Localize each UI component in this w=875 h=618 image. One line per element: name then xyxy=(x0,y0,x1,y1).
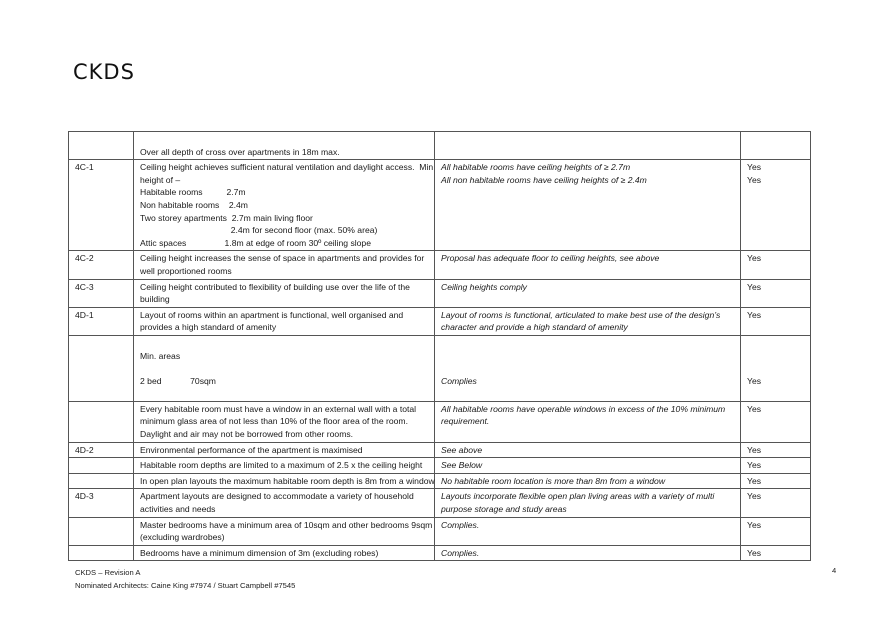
cell-response-line xyxy=(441,337,734,350)
table-row xyxy=(69,279,811,307)
cell-requirement-line: Ceiling height contributed to flexibility of building use over the life of the xyxy=(140,281,410,292)
cell-response xyxy=(435,401,741,442)
cell-requirement-line: Layout of rooms within an apartment is functional, well organised and xyxy=(140,309,404,320)
cell-requirement-line: well proportioned rooms xyxy=(140,265,232,276)
cell-compliance-line: Yes xyxy=(747,547,762,558)
cell-response-line: Layouts incorporate flexible open plan living areas with a variety of multi xyxy=(441,491,715,502)
table-row xyxy=(69,545,811,561)
cell-compliance xyxy=(741,442,811,458)
cell-clause-id xyxy=(69,251,134,279)
cell-clause-id xyxy=(69,442,134,458)
cell-requirement-line xyxy=(140,133,428,146)
cell-requirement xyxy=(134,489,435,517)
cell-requirement-line: Master bedrooms have a minimum area of 10sqm and other bedrooms 9sqm xyxy=(140,519,433,530)
cell-clause-id xyxy=(69,489,134,517)
table-row xyxy=(69,473,811,489)
cell-requirement xyxy=(134,458,435,474)
compliance-table-body xyxy=(69,132,811,561)
cell-requirement-line: 2 bed 70sqm xyxy=(140,375,216,386)
footer-revision: CKDS – Revision A xyxy=(75,568,141,577)
table-row xyxy=(69,401,811,442)
cell-compliance-line: Yes xyxy=(747,460,762,471)
clause-id-text: 4C-1 xyxy=(75,162,94,173)
cell-response-line: All habitable rooms have operable windows in excess of the 10% minimum xyxy=(441,403,726,414)
cell-requirement xyxy=(134,335,435,401)
cell-clause-id xyxy=(69,545,134,561)
cell-clause-id xyxy=(69,279,134,307)
cell-clause-id xyxy=(69,458,134,474)
cell-compliance-line: Yes xyxy=(747,162,762,173)
cell-compliance xyxy=(741,132,811,160)
cell-requirement-line: Daylight and air may not be borrowed from other rooms. xyxy=(140,429,354,440)
cell-response xyxy=(435,335,741,401)
cell-requirement-line xyxy=(140,387,428,400)
cell-requirement-line: Ceiling height achieves sufficient natural ventilation and daylight access. Min xyxy=(140,162,434,173)
cell-compliance-line: Yes xyxy=(747,281,762,292)
cell-compliance-line: Yes xyxy=(747,491,762,502)
cell-response-line: See Below xyxy=(441,460,483,471)
cell-requirement-line xyxy=(140,362,428,375)
cell-requirement xyxy=(134,401,435,442)
cell-response xyxy=(435,545,741,561)
clause-id-text: 4C-3 xyxy=(75,281,94,292)
cell-compliance xyxy=(741,517,811,545)
table-row xyxy=(69,160,811,251)
cell-compliance xyxy=(741,401,811,442)
cell-compliance-line xyxy=(747,387,804,400)
compliance-table xyxy=(68,131,811,561)
cell-requirement-line: Environmental performance of the apartment is maximised xyxy=(140,444,363,455)
cell-response-line: All habitable rooms have ceiling heights of ≥ 2.7m xyxy=(441,162,631,173)
cell-response-line: See above xyxy=(441,444,483,455)
clause-id-text: 4D-2 xyxy=(75,444,94,455)
table-row xyxy=(69,442,811,458)
table-row xyxy=(69,132,811,160)
cell-response xyxy=(435,160,741,251)
table-row xyxy=(69,335,811,401)
cell-response-line: purpose storage and study areas xyxy=(441,504,567,515)
cell-response xyxy=(435,473,741,489)
cell-compliance xyxy=(741,545,811,561)
cell-response xyxy=(435,307,741,335)
cell-compliance xyxy=(741,473,811,489)
cell-compliance-line xyxy=(747,350,804,363)
cell-requirement-line: (excluding wardrobes) xyxy=(140,532,225,543)
cell-compliance-line: Yes xyxy=(747,475,762,486)
cell-requirement-line: activities and needs xyxy=(140,504,216,515)
cell-response-line: Complies. xyxy=(441,519,480,530)
cell-requirement-line: Every habitable room must have a window in an external wall with a total xyxy=(140,403,417,414)
cell-requirement-line: Ceiling height increases the sense of space in apartments and provides for xyxy=(140,253,425,264)
clause-id-text: 4D-3 xyxy=(75,491,94,502)
cell-response-line: character and provide a high standard of amenity xyxy=(441,322,628,333)
cell-compliance-line xyxy=(747,362,804,375)
cell-requirement xyxy=(134,473,435,489)
cell-requirement-line: 2.4m for second floor (max. 50% area) xyxy=(140,225,378,236)
cell-requirement-line: In open plan layouts the maximum habitable room depth is 8m from a window xyxy=(140,475,435,486)
cell-compliance-line: Yes xyxy=(747,375,762,386)
table-row xyxy=(69,307,811,335)
cell-response-line xyxy=(441,387,734,400)
cell-compliance-line: Yes xyxy=(747,519,762,530)
cell-requirement xyxy=(134,307,435,335)
cell-compliance xyxy=(741,160,811,251)
cell-requirement-line: Habitable room depths are limited to a maximum of 2.5 x the ceiling height xyxy=(140,460,423,471)
cell-compliance-line xyxy=(747,337,804,350)
cell-response-line: All non habitable rooms have ceiling heights of ≥ 2.4m xyxy=(441,174,647,185)
cell-compliance xyxy=(741,307,811,335)
cell-clause-id xyxy=(69,517,134,545)
cell-requirement-line: building xyxy=(140,294,170,305)
footer-architects: Nominated Architects: Caine King #7974 / Stuart Campbell #7545 xyxy=(75,581,296,590)
cell-response xyxy=(435,442,741,458)
cell-compliance xyxy=(741,489,811,517)
cell-compliance xyxy=(741,335,811,401)
cell-requirement-line: Apartment layouts are designed to accommodate a variety of household xyxy=(140,491,414,502)
cell-response-line: requirement. xyxy=(441,416,490,427)
cell-requirement xyxy=(134,160,435,251)
footer xyxy=(75,566,295,592)
cell-requirement-line: Two storey apartments 2.7m main living floor xyxy=(140,212,313,223)
cell-compliance-line: Yes xyxy=(747,253,762,264)
cell-clause-id xyxy=(69,401,134,442)
clause-id-text: 4D-1 xyxy=(75,309,94,320)
table-row xyxy=(69,458,811,474)
cell-compliance-line: Yes xyxy=(747,309,762,320)
clause-id-text: 4C-2 xyxy=(75,253,94,264)
cell-response-line: Complies xyxy=(441,375,477,386)
cell-requirement-line xyxy=(140,337,428,350)
cell-compliance-line: Yes xyxy=(747,403,762,414)
cell-response xyxy=(435,517,741,545)
cell-requirement-line: Bedrooms have a minimum dimension of 3m (excluding robes) xyxy=(140,547,379,558)
cell-requirement-line: minimum glass area of not less than 10% of the floor area of the room. xyxy=(140,416,408,427)
cell-response xyxy=(435,251,741,279)
cell-clause-id xyxy=(69,473,134,489)
cell-requirement xyxy=(134,251,435,279)
cell-requirement xyxy=(134,442,435,458)
cell-requirement xyxy=(134,517,435,545)
cell-requirement xyxy=(134,279,435,307)
cell-requirement-line: Habitable rooms 2.7m xyxy=(140,187,246,198)
company-logo: CKDS xyxy=(73,60,135,84)
cell-compliance-line: Yes xyxy=(747,174,762,185)
page-number: 4 xyxy=(832,566,837,575)
table-row xyxy=(69,251,811,279)
cell-compliance-line: Yes xyxy=(747,444,762,455)
table-row xyxy=(69,517,811,545)
cell-requirement-line: height of – xyxy=(140,174,181,185)
cell-compliance xyxy=(741,458,811,474)
cell-response xyxy=(435,489,741,517)
cell-requirement-line: provides a high standard of amenity xyxy=(140,322,277,333)
cell-requirement-line: Attic spaces 1.8m at edge of room 30º ceiling slope xyxy=(140,237,371,248)
cell-requirement xyxy=(134,545,435,561)
cell-response-line: Layout of rooms is functional, articulated to make best use of the design’s xyxy=(441,309,721,320)
table-row xyxy=(69,489,811,517)
cell-clause-id xyxy=(69,335,134,401)
cell-clause-id xyxy=(69,132,134,160)
cell-response xyxy=(435,132,741,160)
cell-requirement xyxy=(134,132,435,160)
cell-response-line: Proposal has adequate floor to ceiling heights, see above xyxy=(441,253,660,264)
cell-clause-id xyxy=(69,307,134,335)
cell-clause-id xyxy=(69,160,134,251)
cell-compliance xyxy=(741,279,811,307)
cell-requirement-line: Over all depth of cross over apartments in 18m max. xyxy=(140,146,340,157)
cell-requirement-line: Min. areas xyxy=(140,350,181,361)
cell-response xyxy=(435,458,741,474)
cell-requirement-line: Non habitable rooms 2.4m xyxy=(140,199,248,210)
cell-response-line xyxy=(441,350,734,363)
cell-response-line: Complies. xyxy=(441,547,480,558)
cell-response-line: No habitable room location is more than 8m from a window xyxy=(441,475,666,486)
cell-response-line xyxy=(441,362,734,375)
cell-response xyxy=(435,279,741,307)
cell-response-line: Ceiling heights comply xyxy=(441,281,527,292)
cell-compliance xyxy=(741,251,811,279)
